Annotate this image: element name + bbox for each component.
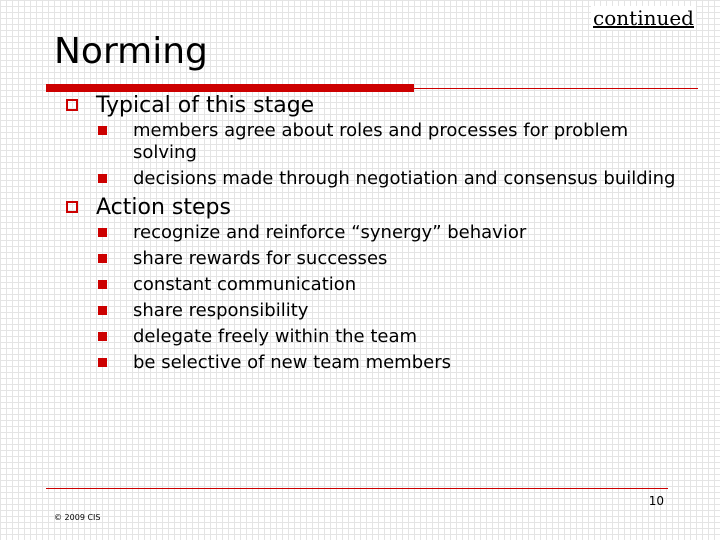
filled-square-bullet-icon bbox=[98, 174, 107, 183]
slide-content bbox=[66, 92, 696, 378]
list-item-text: delegate freely within the team bbox=[133, 326, 418, 347]
list-item bbox=[98, 222, 696, 244]
list-item-text: recognize and reinforce “synergy” behavior bbox=[133, 222, 527, 243]
section-action-steps bbox=[66, 194, 696, 374]
list-item bbox=[98, 326, 696, 348]
filled-square-bullet-icon bbox=[98, 306, 107, 315]
filled-square-bullet-icon bbox=[98, 254, 107, 263]
hollow-square-bullet-icon bbox=[66, 201, 78, 213]
copyright-notice: © 2009 CIS bbox=[54, 513, 101, 522]
list-item bbox=[98, 120, 696, 164]
title-underline-rule bbox=[414, 88, 698, 89]
section-heading-label: Action steps bbox=[96, 195, 231, 220]
list-item-text: share responsibility bbox=[133, 300, 309, 321]
bullet-list bbox=[66, 222, 696, 374]
filled-square-bullet-icon bbox=[98, 126, 107, 135]
filled-square-bullet-icon bbox=[98, 332, 107, 341]
footer-rule bbox=[46, 488, 668, 489]
section-typical bbox=[66, 92, 696, 190]
slide-title: Norming bbox=[54, 31, 208, 72]
list-item bbox=[98, 274, 696, 296]
continued-link[interactable]: continued bbox=[593, 6, 694, 30]
filled-square-bullet-icon bbox=[98, 228, 107, 237]
list-item bbox=[98, 300, 696, 322]
list-item bbox=[98, 352, 696, 374]
filled-square-bullet-icon bbox=[98, 358, 107, 367]
section-heading-label: Typical of this stage bbox=[96, 93, 315, 118]
list-item bbox=[98, 248, 696, 270]
list-item bbox=[98, 168, 696, 190]
filled-square-bullet-icon bbox=[98, 280, 107, 289]
section-heading bbox=[66, 92, 696, 120]
list-item-text: members agree about roles and processes for problem solving bbox=[133, 120, 629, 163]
list-item-text: constant communication bbox=[133, 274, 357, 295]
section-heading bbox=[66, 194, 696, 222]
bullet-list bbox=[66, 120, 696, 190]
list-item-text: share rewards for successes bbox=[133, 248, 388, 269]
list-item-text: decisions made through negotiation and consensus building bbox=[133, 168, 676, 189]
page-number: 10 bbox=[648, 494, 664, 508]
hollow-square-bullet-icon bbox=[66, 99, 78, 111]
list-item-text: be selective of new team members bbox=[133, 352, 451, 373]
title-underline-bar bbox=[46, 84, 414, 92]
